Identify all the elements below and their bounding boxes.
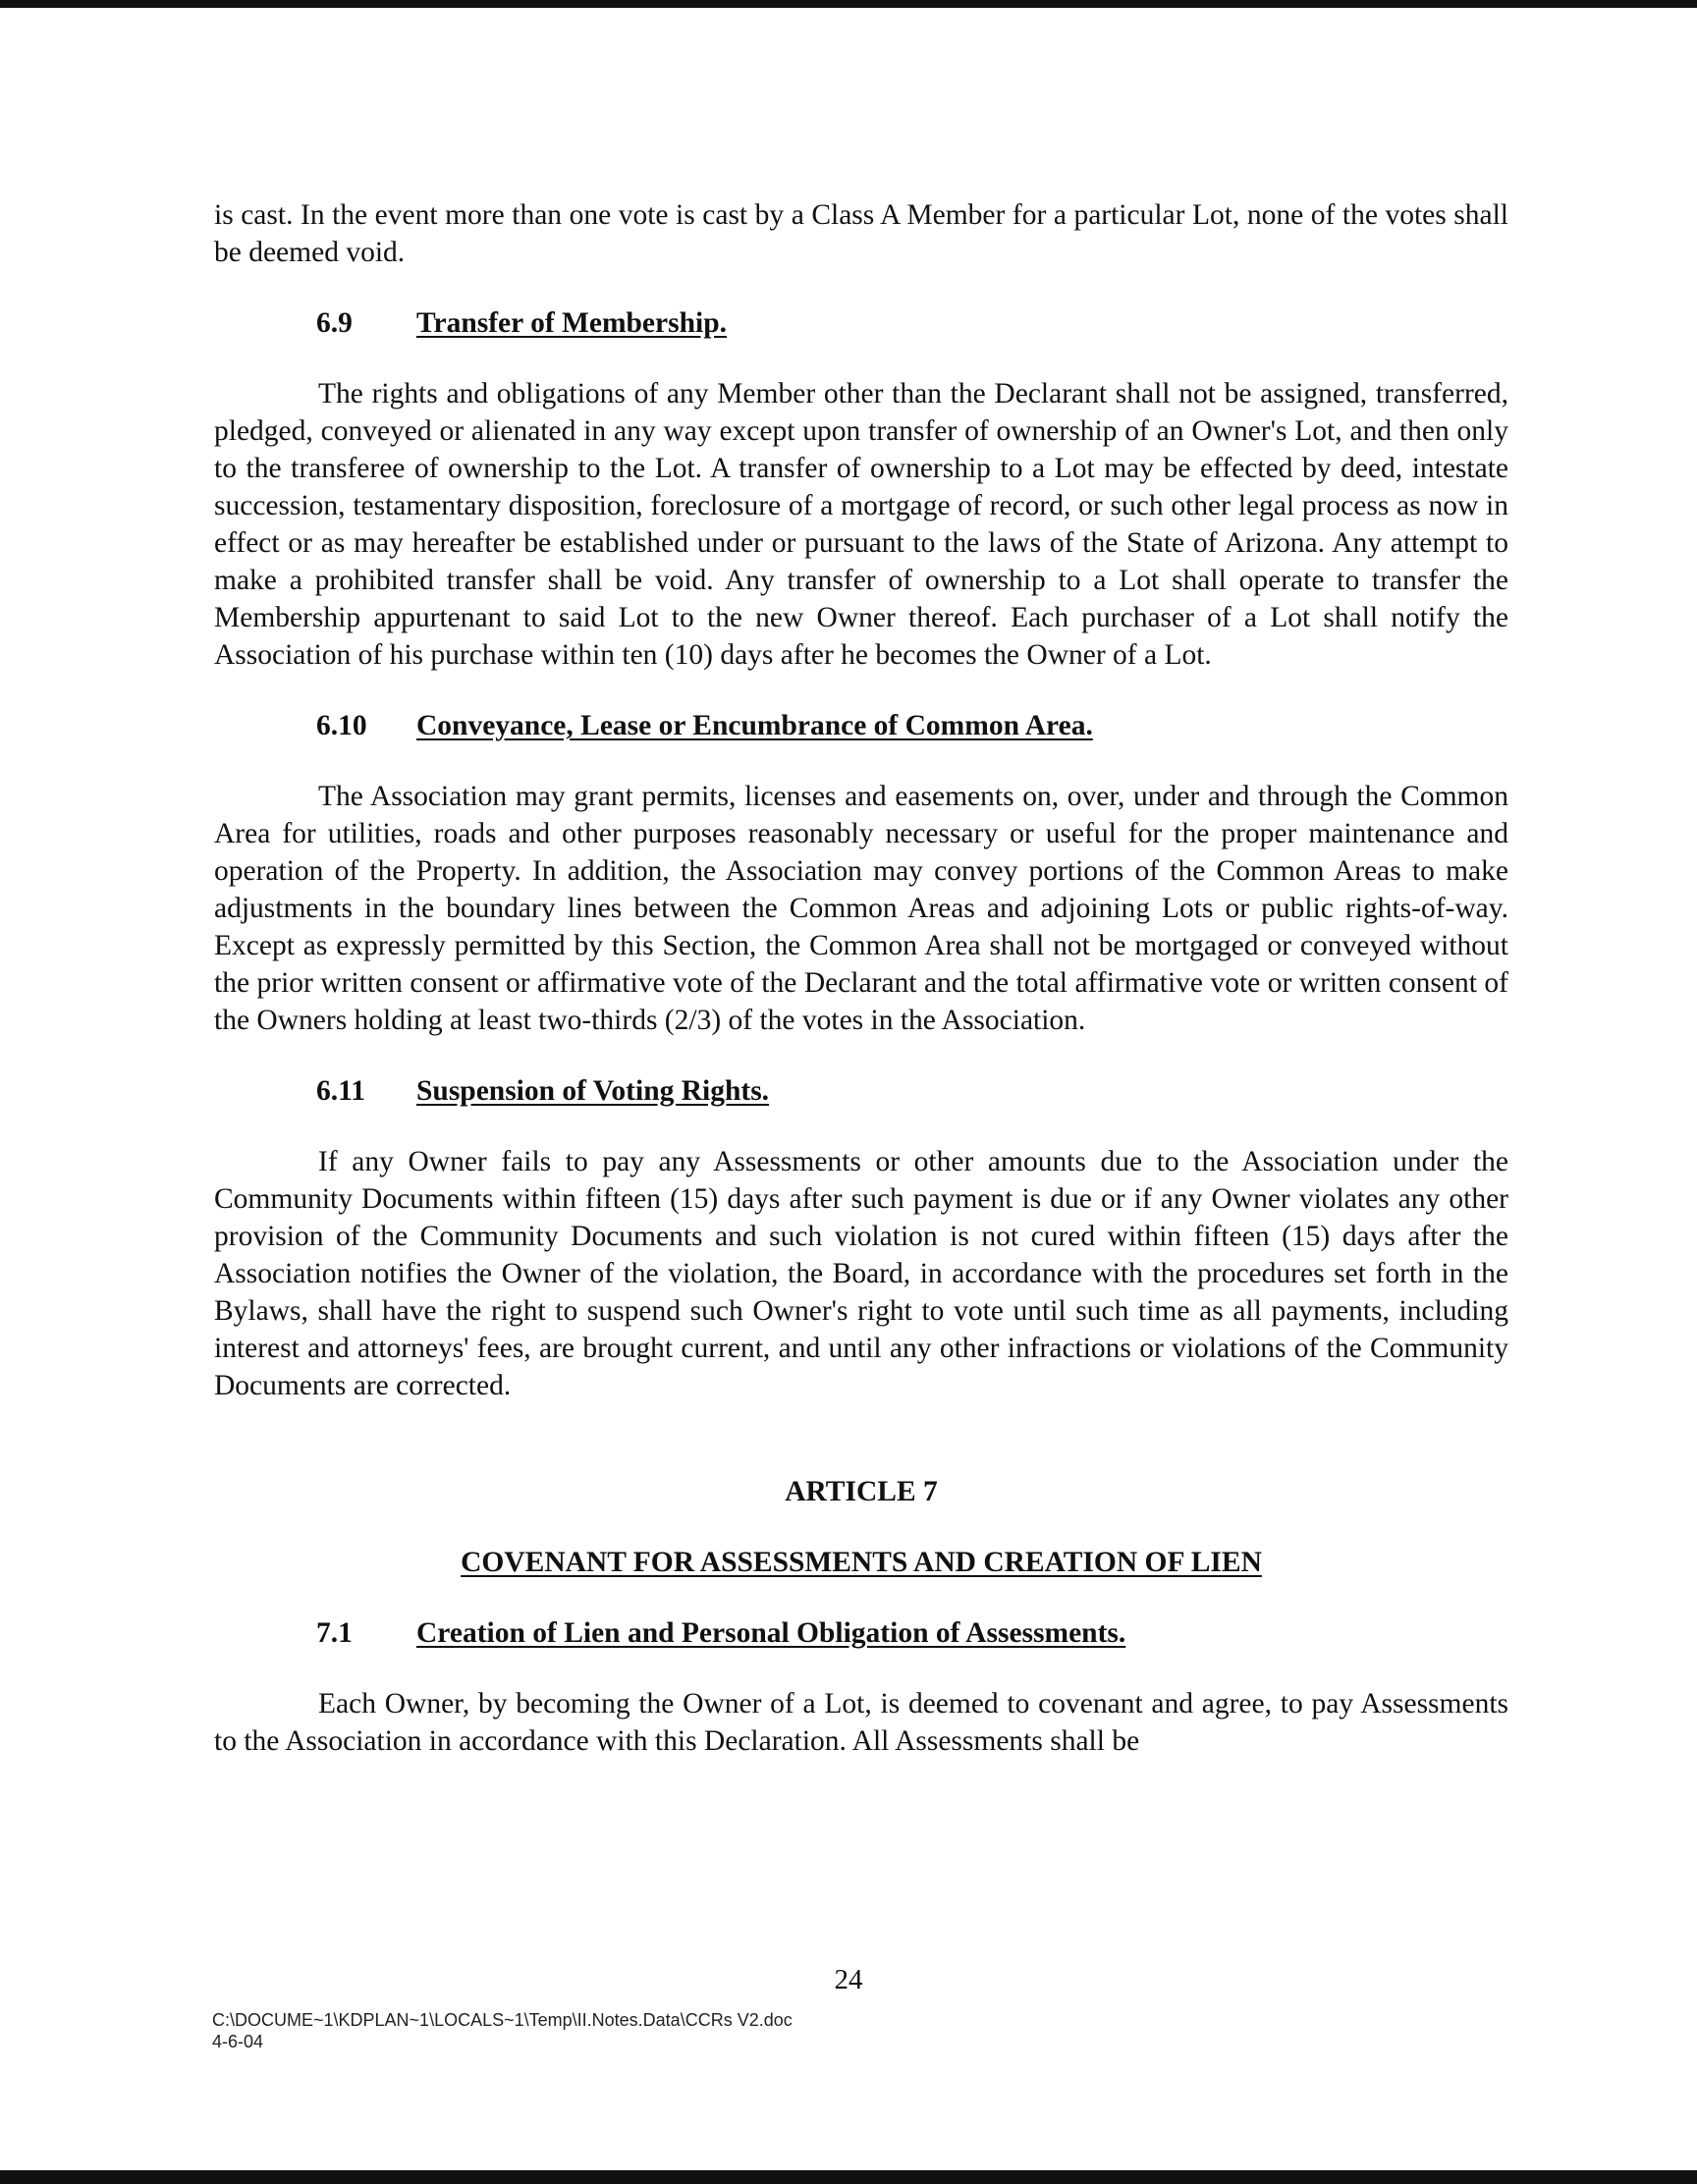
section-title: Creation of Lien and Personal Obligation of Assessments.: [416, 1617, 1126, 1649]
scan-border-bottom: [0, 2170, 1697, 2184]
section-number: 6.10: [316, 710, 367, 741]
section-body-7-1: Each Owner, by becoming the Owner of a Lot, is deemed to covenant and agree, to pay Assessments to the Association in accordance with this Declaration. All Assessments shall be: [214, 1688, 1508, 1757]
file-path: C:\DOCUME~1\KDPLAN~1\LOCALS~1\Temp\II.Notes.Data\CCRs V2.doc: [212, 2010, 793, 2030]
section-heading-6-9: [214, 304, 1508, 342]
page-number: 24: [834, 1964, 863, 1995]
document-footer: [212, 2009, 793, 2052]
section-body-6-10: The Association may grant permits, licenses and easements on, over, under and through the Common Area for utilities, roads and other purposes reasonably necessary or useful for the proper maintenance and operation of the Property. In addition, the Association may convey portions of the Common Areas to make adjustments in the boundary lines between the Common Areas and adjoining Lots or public rights-of-way. Except as expressly permitted by this Section, the Common Area shall not be mortgaged or conveyed without the prior written consent or affirmative vote of the Declarant and the total affirmative vote or written consent of the Owners holding at least two-thirds (2/3) of the votes in the Association.: [214, 781, 1508, 1036]
section-number: 6.9: [316, 307, 353, 339]
section-title: Conveyance, Lease or Encumbrance of Common Area.: [416, 710, 1093, 741]
document-page: [214, 196, 1508, 1760]
section-title: Transfer of Membership.: [416, 307, 727, 339]
section-body-6-9: The rights and obligations of any Member other than the Declarant shall not be assigned, transferred, pledged, conveyed or alienated in any way except upon transfer of ownership of an Owner's Lot, and then only to the transferee of ownership to the Lot. A transfer of ownership to a Lot may be effected by deed, intestate succession, testamentary disposition, foreclosure of a mortgage of record, or such other legal process as now in effect or as may hereafter be established under or pursuant to the laws of the State of Arizona. Any attempt to make a prohibited transfer shall be void. Any transfer of ownership to a Lot shall operate to transfer the Membership appurtenant to said Lot to the new Owner thereof. Each purchaser of a Lot shall notify the Association of his purchase within ten (10) days after he becomes the Owner of a Lot.: [214, 378, 1508, 671]
article-title: COVENANT FOR ASSESSMENTS AND CREATION OF LIEN: [461, 1547, 1262, 1578]
section-heading-6-11: [214, 1072, 1508, 1110]
section-heading-7-1: [214, 1614, 1508, 1652]
section-number: 7.1: [316, 1617, 353, 1649]
section-body-6-11: If any Owner fails to pay any Assessments or other amounts due to the Association under the Community Documents within fifteen (15) days after such payment is due or if any Owner violates any other provision of the Community Documents and such violation is not cured within fifteen (15) days after the Association notifies the Owner of the violation, the Board, in accordance with the procedures set forth in the Bylaws, shall have the right to suspend such Owner's right to vote until such time as all payments, including interest and attorneys' fees, are brought current, and until any other infractions or violations of the Community Documents are corrected.: [214, 1146, 1508, 1401]
section-number: 6.11: [316, 1075, 365, 1107]
article-label: ARTICLE 7: [785, 1476, 938, 1507]
section-title: Suspension of Voting Rights.: [416, 1075, 770, 1107]
continuation-paragraph: is cast. In the event more than one vote is cast by a Class A Member for a particular Lot, none of the votes shall be deemed void.: [214, 199, 1508, 268]
section-heading-6-10: [214, 707, 1508, 744]
scan-border-top: [0, 0, 1697, 8]
document-date: 4-6-04: [212, 2032, 264, 2051]
